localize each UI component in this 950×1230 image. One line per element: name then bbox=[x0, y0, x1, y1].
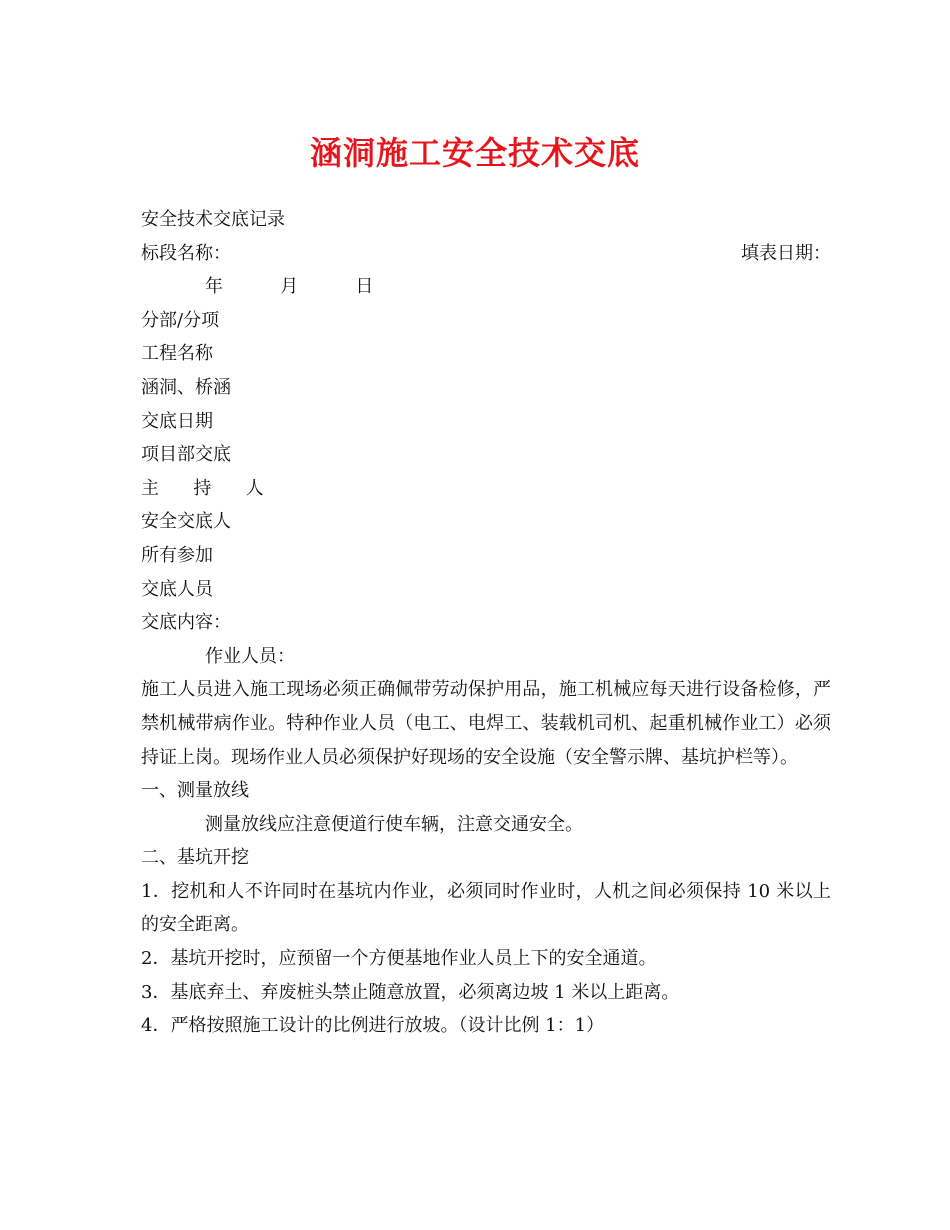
header-row bbox=[141, 237, 831, 271]
section2-item: 1．挖机和人不许同时在基坑内作业，必须同时作业时，人机之间必须保持 10 米以上的安全距离。 bbox=[141, 880, 831, 936]
field-label: 分部/分项 bbox=[141, 309, 220, 331]
field-label: 主 持 人 bbox=[141, 477, 264, 499]
field-label: 交底人员 bbox=[141, 578, 213, 600]
document-title: 涵洞施工安全技术交底 bbox=[309, 134, 640, 172]
field-label: 所有参加 bbox=[141, 544, 213, 566]
section1-text: 测量放线应注意便道行使车辆，注意交通安全。 bbox=[205, 813, 583, 835]
field-label: 交底内容： bbox=[141, 612, 231, 634]
field-label: 交底日期 bbox=[141, 410, 213, 432]
record-label: 安全技术交底记录 bbox=[141, 209, 285, 230]
field-label: 工程名称 bbox=[141, 343, 213, 365]
field-label: 项目部交底 bbox=[141, 444, 231, 466]
workers-paragraph: 施工人员进入施工现场必须正确佩带劳动保护用品，施工机械应每天进行设备检修，严禁机械带病作业。特种作业人员（电工、电焊工、装载机司机、起重机械作业工）必须持证上岗。现场作业人员必须保护好现场的安全设施（安全警示牌、基坑护栏等）。 bbox=[141, 679, 831, 768]
section2-item: 4．严格按照施工设计的比例进行放坡。（设计比例 1：1） bbox=[141, 1015, 605, 1037]
document-body bbox=[141, 203, 831, 1043]
workers-heading: 作业人员： bbox=[205, 645, 295, 667]
section2-heading: 二、基坑开挖 bbox=[141, 847, 249, 869]
fill-date-label: 填表日期： bbox=[741, 242, 831, 264]
section2-item: 2．基坑开挖时，应预留一个方便基地作业人员上下的安全通道。 bbox=[141, 948, 657, 970]
section1-heading: 一、测量放线 bbox=[141, 780, 249, 802]
section-name-label: 标段名称： bbox=[141, 242, 231, 264]
field-label: 涵洞、桥涵 bbox=[141, 376, 231, 398]
date-line: 年 月 日 bbox=[205, 276, 374, 298]
section2-item: 3．基底弃土、弃废桩头禁止随意放置，必须离边坡 1 米以上距离。 bbox=[141, 981, 680, 1003]
field-label: 安全交底人 bbox=[141, 511, 231, 533]
